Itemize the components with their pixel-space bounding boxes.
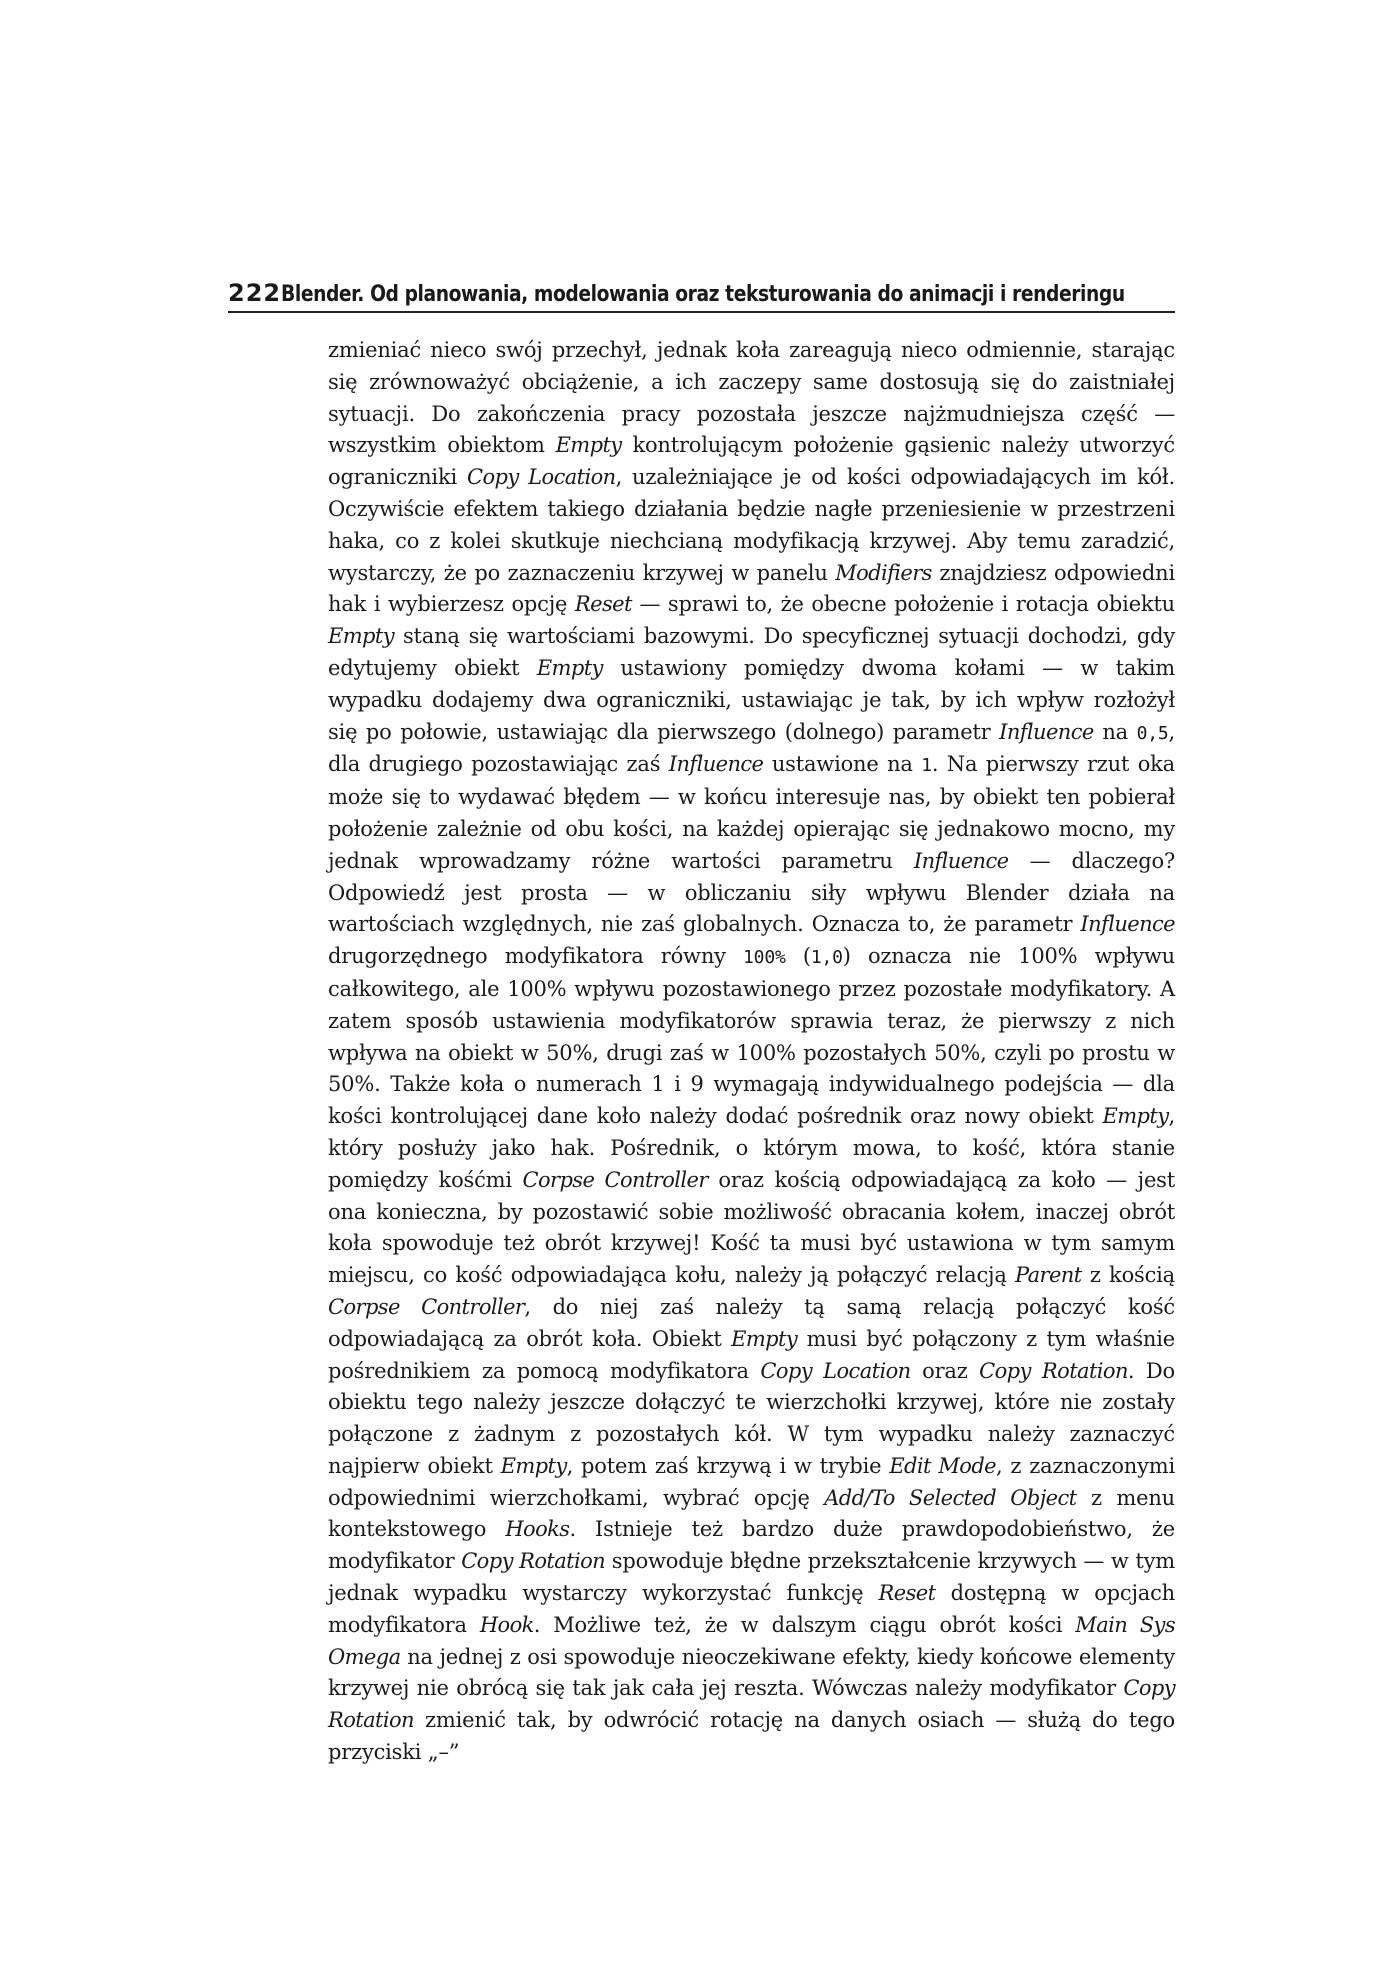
term-parent: Parent [1015,1263,1082,1288]
term-main-sys-omega: Main Sys Omega [328,1612,1175,1669]
text-run: oraz kością odpowiadającą za koło — jest ona konieczna, by pozostawić sobie możliwość obracania kołem, inaczej obrót koła spowoduje też obrót krzywej! Kość ta musi być ustawiona w tym samym miejscu, co kość odpowiadająca kołu, należy ją połączyć relacją [328,1167,1175,1288]
term-reset: Reset [574,592,632,617]
text-run: musi być połączony z tym właśnie pośrednikiem za pomocą modyfikatora [328,1326,1175,1383]
page-number: 222 [228,279,282,307]
text-run: na [1093,719,1137,744]
term-influence: Influence [668,752,764,777]
text-run: , który posłuży jako hak. Pośrednik, o którym mowa, to kość, która stanie pomiędzy kośćmi [328,1104,1175,1192]
term-edit-mode: Edit Mode [889,1453,996,1478]
term-hooks: Hooks [505,1517,570,1542]
term-empty: Empty [1102,1104,1169,1129]
term-influence: Influence [913,848,1009,873]
term-copy-rotation: Copy Rotation [328,1676,1175,1733]
text-run: kontrolującym położenie gąsienic należy utworzyć ograniczniki [328,433,1175,490]
term-hook: Hook [479,1612,534,1637]
term-corpse-controller: Corpse Controller [522,1167,708,1192]
term-empty: Empty [328,624,394,649]
term-empty: Empty [500,1453,567,1478]
book-title: Blender. Od planowania, modelowania oraz teksturowania do animacji i renderingu [281,282,1125,307]
term-add-to-selected-object: Add/To Selected Object [824,1485,1077,1510]
text-run: , z zaznaczonymi odpowiednimi wierzchołkami, wybrać opcję [328,1453,1175,1510]
text-run: . Istnieje też bardzo duże prawdopodobieństwo, że modyfikator [328,1517,1176,1574]
text-run: z kością [1081,1263,1175,1288]
text-run: . Możliwe też, że w dalszym ciągu obrót kości [533,1612,1076,1637]
term-reset: Reset [878,1581,936,1606]
text-run: na jednej z osi spowoduje nieoczekiwane efekty, kiedy końcowe elementy krzywej nie obrócą się tak jak cała jej reszta. Wówczas należy modyfikator [328,1644,1175,1701]
term-copy-rotation: Copy Rotation [979,1358,1128,1383]
term-corpse-controller: Corpse Controller [328,1294,525,1319]
text-run: dostępną w opcjach modyfikatora [328,1581,1175,1637]
text-run: staną się wartościami bazowymi. Do specyficznej sytuacji dochodzi, gdy edytujemy obiekt [328,624,1175,680]
text-run: — dlaczego? Odpowiedź jest prosta — w obliczaniu siły wpływu Blender działa na wartościach względnych, nie zaś globalnych. Oznacza to, że parametr [328,848,1176,937]
term-copy-rotation: Copy Rotation [461,1549,606,1574]
text-run: ( [785,944,811,969]
running-header [228,275,1175,313]
text-run: ustawione na [763,752,922,777]
text-run: oraz [910,1358,980,1383]
text-run: , potem zaś krzywą i w trybie [566,1453,890,1478]
text-run: . Na pierwszy rzut oka może się to wydawać błędem — w końcu interesuje nas, by obiekt ten pobierał położenie zależnie od obu kości, na każdej opierając się jednakowo mocno, my jednak wprowadzamy różne wartości parametru [328,752,1175,873]
text-run: spowoduje błędne przekształcenie krzywych — w tym jednak wypadku wystarczy wykorzystać funkcję [328,1549,1175,1606]
body-paragraph [328,335,1175,1769]
text-run: , uzależniające je od kości odpowiadających im kół. Oczywiście efektem takiego działania będzie nagłe przeniesienie w przestrzeni haka, co z kolei skutkuje niechcianą modyfikacją krzywej. Aby temu zaradzić, wystarczy, że po zaznaczeniu krzywej w panelu [328,465,1175,585]
term-modifiers: Modifiers [835,560,932,585]
text-run: — sprawi to, że obecne położenie i rotacja obiektu [631,592,1176,617]
code-value: 1 [921,755,932,777]
code-value: 1,0 [810,947,843,969]
text-run: , dla drugiego pozostawiając zaś [328,719,1175,777]
term-influence: Influence [1080,912,1175,937]
term-influence: Influence [999,719,1094,744]
text-run: drugorzędnego modyfikatora równy [328,944,744,969]
code-value: 100% [743,947,786,969]
text-run: ) oznacza nie 100% wpływu całkowitego, ale 100% wpływu pozostawionego przez pozostałe modyfikatory. A zatem sposób ustawienia modyfikatorów sprawia teraz, że pierwszy z nich wpływa na obiekt w 50%, drugi zaś w 100% pozostałych 50%, czyli po prostu w 50%. Także koła o numerach 1 i 9 wymagają indywidualnego podejścia — dla kości kontrolującej dane koło należy dodać pośrednik oraz nowy obiekt [328,944,1175,1129]
term-empty: Empty [555,433,622,458]
text-run: znajdziesz odpowiedni hak i wybierzesz opcję [328,560,1175,617]
term-copy-location: Copy Location [760,1358,911,1383]
text-run: ustawiony pomiędzy dwoma kołami — w takim wypadku dodajemy dwa ograniczniki, ustawiając je tak, by ich wpływ rozłożył się po połowie, ustawiając dla pierwszego (dolnego) parametr [328,655,1175,744]
text-run: , do niej zaś należy tą samą relacją połączyć kość odpowiadającą za obrót koła. Obiekt [328,1294,1175,1351]
term-copy-location: Copy Location [466,465,616,490]
text-run: z menu kontekstowego [328,1485,1176,1542]
text-run: . Do obiektu tego należy jeszcze dołączyć te wierzchołki krzywej, które nie zostały połączone z żadnym z pozostałych kół. W tym wypadku należy zaznaczyć najpierw obiekt [328,1358,1175,1478]
code-value: 0,5 [1136,722,1169,744]
text-run: zmienić tak, by odwrócić rotację na danych osiach — służą do tego przyciski „–” [328,1708,1175,1765]
term-empty: Empty [536,655,603,680]
term-empty: Empty [731,1326,798,1351]
text-run: zmieniać nieco swój przechył, jednak koła zareagują nieco odmiennie, starając się zrównoważyć obciążenie, a ich zaczepy same dostosują się do zaistniałej sytuacji. Do zakończenia pracy pozostała jeszcze najżmudniejsza część — wszystkim obiektom [328,338,1175,458]
